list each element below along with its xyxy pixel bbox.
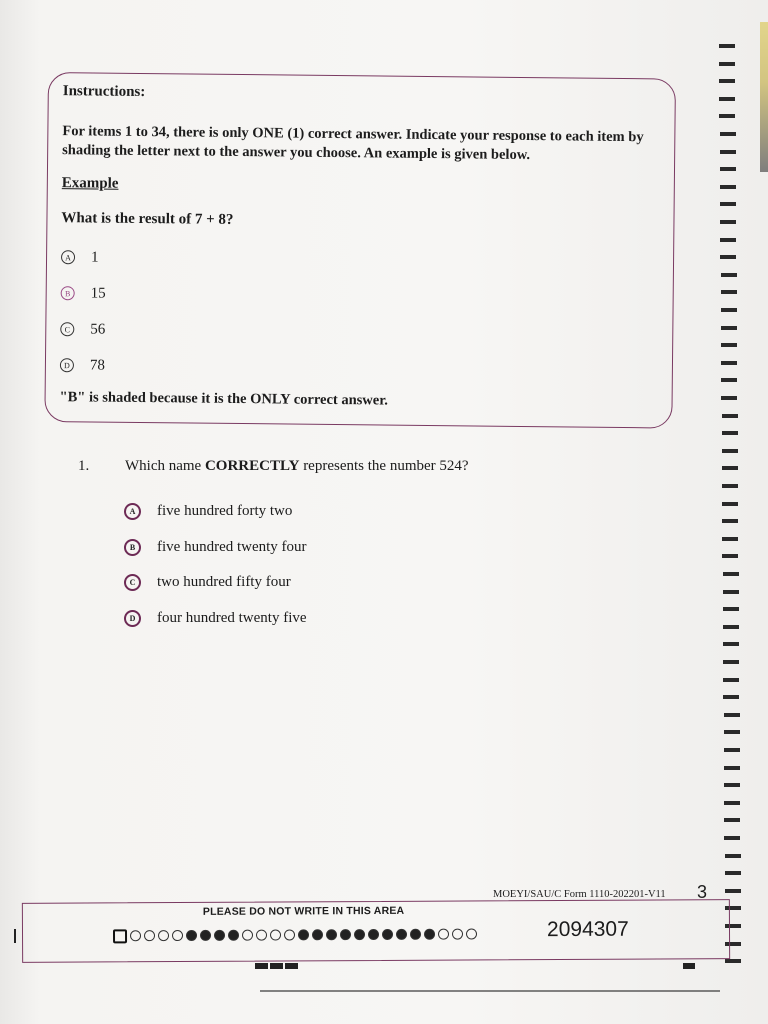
timing-mark [720,132,736,136]
instructions-box [44,72,676,429]
scan-dot [312,929,323,940]
timing-mark [723,678,739,682]
timing-mark [721,273,737,277]
timing-mark [720,167,736,171]
question-text-end: represents the number 524? [299,458,469,474]
bottom-mark [255,963,268,969]
timing-mark [720,185,736,189]
timing-mark [722,502,738,506]
scan-dot [466,928,477,939]
question-text-emphasis: CORRECTLY [204,458,300,474]
timing-mark [724,713,740,717]
example-option-c [60,311,658,353]
timing-mark [723,590,739,594]
example-option-text: 1 [90,248,99,266]
question-number: 1. [78,458,90,474]
timing-mark [723,625,739,629]
bubble-d: D [60,358,74,372]
scan-dot [396,929,407,940]
timing-marks [719,36,749,986]
question-1-options [124,494,307,636]
scan-dot [158,930,169,941]
timing-mark [723,660,739,664]
no-write-notice: PLEASE DO NOT WRITE IN THIS AREA [202,904,405,918]
bottom-mark [270,963,283,969]
timing-mark [720,150,736,154]
scan-dot [242,930,253,941]
timing-mark [721,378,737,382]
scan-dot [256,930,267,941]
serial-number: 2094307 [546,917,629,942]
scan-dot [130,930,141,941]
timing-mark [722,414,738,418]
answer-bubble-c[interactable]: C [124,574,141,591]
scan-dot [228,930,239,941]
scan-dot [410,929,421,940]
scan-dot [284,929,295,940]
bubble-a: A [61,250,75,264]
timing-mark [725,871,741,875]
scan-dots [113,928,477,943]
scan-dot [298,929,309,940]
timing-mark [720,255,736,259]
left-edge-tick [14,929,16,943]
page-bottom-edge [260,990,720,992]
answer-bubble-b[interactable]: B [124,539,141,556]
scan-dot [438,929,449,940]
answer-option-text: five hundred twenty four [157,538,307,555]
timing-mark [724,801,740,805]
timing-mark [724,818,740,822]
timing-mark [725,959,741,963]
timing-mark [723,695,739,699]
example-option-b [60,275,658,317]
timing-mark [719,79,735,83]
answer-bubble-d[interactable]: D [124,610,141,627]
timing-mark [724,836,740,840]
scan-dot [113,929,127,943]
timing-mark [721,343,737,347]
scan-dot [452,929,463,940]
timing-mark [721,396,737,400]
bottom-mark [683,963,695,969]
scan-dot [186,930,197,941]
timing-mark [722,466,738,470]
scan-dot [200,930,211,941]
timing-mark [722,484,738,488]
scan-dot [354,929,365,940]
page-edge-strip [760,22,768,172]
timing-mark [722,554,738,558]
scan-dot [424,929,435,940]
example-option-text: 56 [90,320,106,338]
scan-dot [326,929,337,940]
question-text [125,458,469,475]
answer-option-d[interactable] [124,601,307,637]
timing-mark [721,308,737,312]
timing-mark [724,783,740,787]
answer-bubble-a[interactable]: A [124,503,141,520]
scan-area [22,899,730,963]
example-question: What is the result of 7 + 8? [61,210,234,228]
answer-option-c[interactable] [124,565,307,601]
scan-dot [340,929,351,940]
timing-mark [720,220,736,224]
timing-mark [724,730,740,734]
timing-mark [724,766,740,770]
answer-option-text: four hundred twenty five [157,609,307,626]
example-option-text: 15 [90,284,106,302]
form-id: MOEYI/SAU/C Form 1110-202201-V11 [493,889,666,900]
timing-mark [720,202,736,206]
timing-mark [719,62,735,66]
answer-option-a[interactable] [124,494,307,530]
timing-mark [720,238,736,242]
bottom-mark [285,963,298,969]
answer-option-b[interactable] [124,530,307,566]
answer-option-text: five hundred forty two [157,503,293,520]
example-options [60,239,659,389]
scan-dot [172,930,183,941]
example-option-text: 78 [89,356,106,374]
question-text-start: Which name [125,458,205,474]
timing-mark [725,854,741,858]
timing-mark [723,572,739,576]
timing-mark [722,537,738,541]
timing-mark [719,97,735,101]
scan-dot [270,929,281,940]
timing-mark [719,44,735,48]
scan-dot [382,929,393,940]
timing-mark [725,889,741,893]
example-option-a [61,239,659,281]
timing-mark [724,748,740,752]
scan-dot [368,929,379,940]
answer-option-text: two hundred fifty four [157,574,291,591]
timing-mark [723,607,739,611]
timing-mark [722,431,738,435]
instructions-text: For items 1 to 34, there is only ONE (1) correct answer. Indicate your response to each item by shading the letter next to the answer you choose. An example is given below. [62,123,644,164]
timing-mark [721,361,737,365]
scan-dot [214,930,225,941]
example-note: "B" is shaded because it is the ONLY correct answer. [59,389,389,409]
timing-mark [721,290,737,294]
timing-mark [722,519,738,523]
page-number: 3 [697,882,708,902]
example-label: Example [61,175,119,192]
bubble-c: C [60,322,74,336]
scan-dot [144,930,155,941]
bubble-b: B [61,286,75,300]
timing-mark [721,326,737,330]
timing-mark [723,642,739,646]
timing-mark [722,449,738,453]
instructions-title: Instructions: [62,83,146,101]
timing-mark [719,114,735,118]
example-option-d [60,347,658,389]
